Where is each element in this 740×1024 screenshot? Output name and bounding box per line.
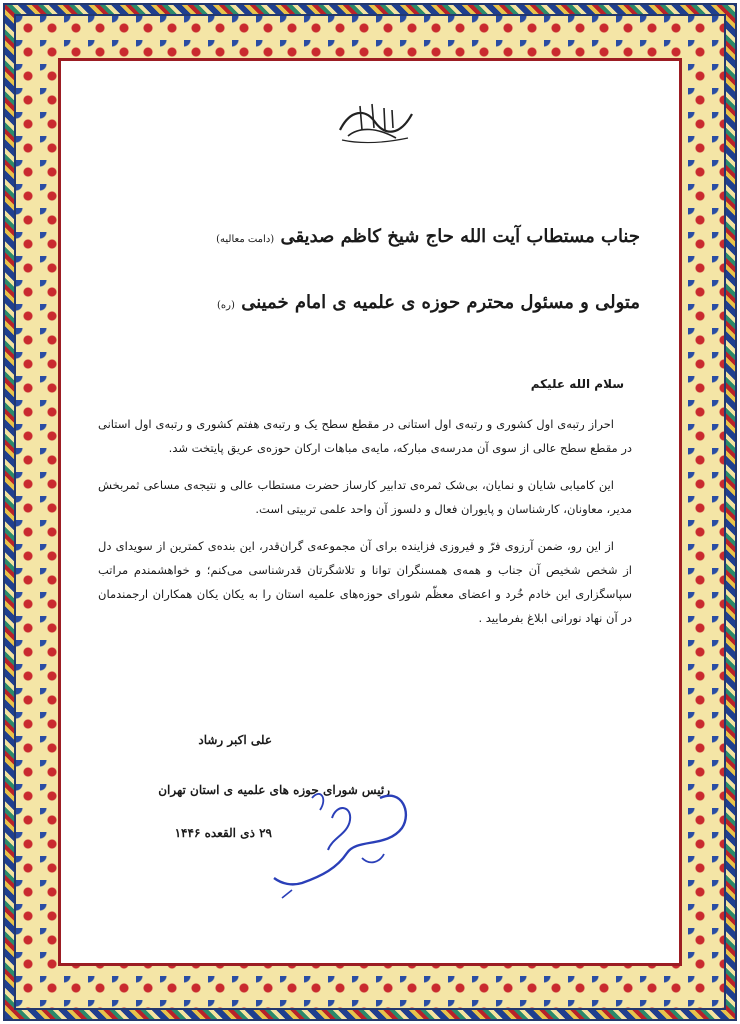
signer-name: علی اکبر رشاد [198, 733, 272, 747]
body-paragraph: این کامیابی شایان و نمایان، بی‌شک ثمره‌ی تدابیر کارساز حضرت مستطاب عالی و نتیجه‌ی مساعی ثمربخش مدیر، معاونان، کارشناسان و پایوران فعال و دلسوز آن واحد علمی تربیتی است. [98, 478, 632, 516]
signature-icon [262, 758, 442, 908]
addressee-honorific: (دامت معالیه) [216, 234, 275, 245]
signer-title: رئیس شورای حوزه های علمیه ی استان تهران [158, 783, 390, 797]
addressee-title [216, 226, 640, 247]
addressee-position-note: (ره) [217, 300, 235, 311]
body-paragraph: احراز رتبه‌ی اول کشوری و رتبه‌ی اول استانی در مقطع سطح یک و رتبه‌ی هفتم کشوری و رتبه‌ی اول استانی در مقطع سطح عالی از سوی آن مدرسه‌ی مبارکه، مایه‌ی مباهات ارکان حوزه‌ی عریق پایتخت شد. [98, 417, 632, 455]
addressee-name: جناب مستطاب آیت الله حاج شیخ کاظم صدیقی [280, 226, 640, 247]
addressee-position-text: متولی و مسئول محترم حوزه ی علمیه ی امام خمینی [241, 292, 640, 313]
body-paragraph: از این رو، ضمن آرزوی فرّ و فیروزی فزاینده برای آن مجموعه‌ی گران‌قدر، این بنده‌ی کمترین از سویدای دل از شخص شخیص آن جناب و همه‌ی همسنگران توانا و تلاشگرتان قدرشناسی می‌کنم؛ و خواهشمندم مراتب سپاسگزاری این خادم خُرد و اعضای معظّم شورای حوزه‌های علمیه استان را به یکان یکان همکاران ارجمندمان در آن نهاد نورانی ابلاغ بفرمایید . [98, 539, 632, 625]
letter-date: ۲۹ ذی القعده ۱۴۴۶ [174, 826, 272, 840]
addressee-position [217, 292, 640, 313]
letter-body [98, 412, 632, 643]
salutation: سلام الله علیکم [530, 377, 624, 391]
bismillah-calligraphy-icon [330, 100, 420, 144]
